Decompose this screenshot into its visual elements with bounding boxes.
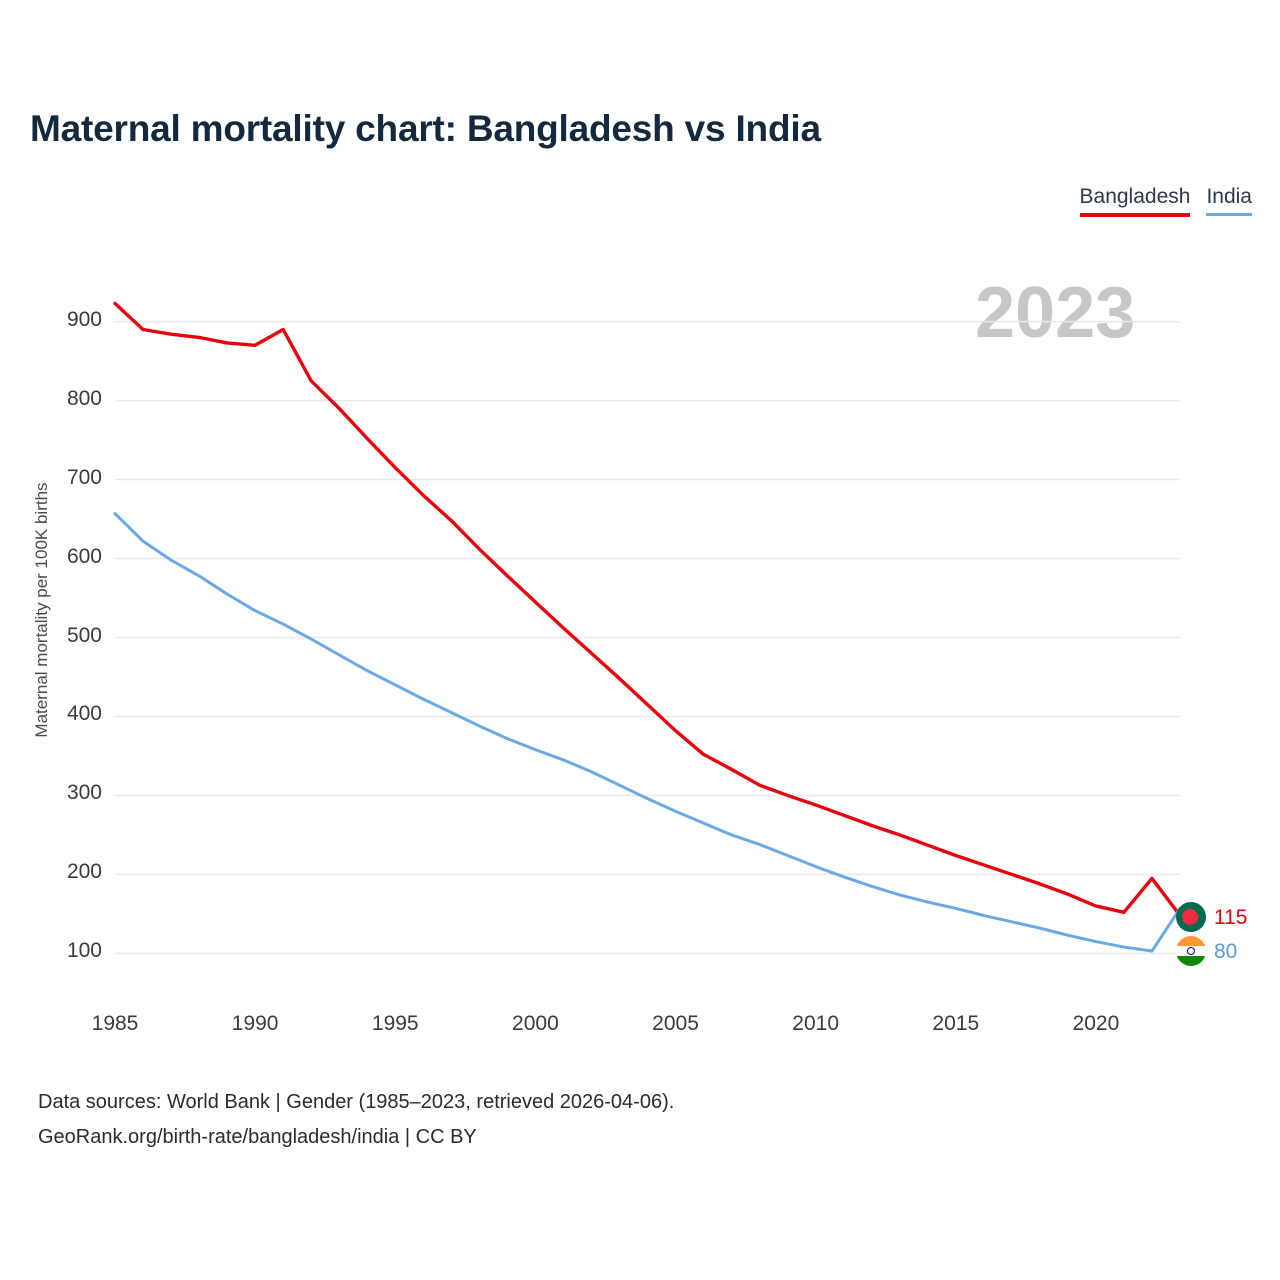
y-tick-label: 800 xyxy=(66,386,102,410)
legend-item-india[interactable]: India xyxy=(1206,185,1252,216)
y-tick-label: 200 xyxy=(66,860,102,884)
footer xyxy=(38,1085,674,1155)
y-tick-label: 400 xyxy=(66,702,102,726)
y-tick-label: 900 xyxy=(66,307,102,331)
page-title: Maternal mortality chart: Bangladesh vs India xyxy=(30,108,821,149)
x-tick-label: 2000 xyxy=(512,1012,559,1035)
footer-line-1: Data sources: World Bank | Gender (1985–2023, retrieved 2026-04-06). xyxy=(38,1091,675,1113)
x-tick-label: 1990 xyxy=(231,1012,279,1035)
line-series-india xyxy=(115,514,1180,952)
y-tick-label: 500 xyxy=(66,623,102,647)
y-tick-label: 100 xyxy=(66,939,102,963)
footer-line-2: GeoRank.org/birth-rate/bangladesh/india | CC BY xyxy=(38,1126,477,1148)
x-tick-label: 1985 xyxy=(91,1012,139,1035)
y-tick-label: 600 xyxy=(66,544,102,568)
y-axis-label: Maternal mortality per 100K births xyxy=(32,482,51,738)
india-flag-icon xyxy=(1176,936,1206,966)
year-watermark: 2023 xyxy=(975,273,1136,353)
y-tick-label: 700 xyxy=(66,465,102,489)
end-value-india: 80 xyxy=(1214,940,1238,963)
end-value-bangladesh: 115 xyxy=(1214,906,1248,929)
bangladesh-flag-icon xyxy=(1176,902,1206,932)
gridlines xyxy=(115,322,1180,954)
x-tick-label: 2020 xyxy=(1072,1012,1120,1035)
legend-item-bangladesh[interactable]: Bangladesh xyxy=(1080,185,1191,217)
y-tick-label: 300 xyxy=(66,781,102,805)
line-series-bangladesh xyxy=(115,303,1180,915)
x-tick-label: 2010 xyxy=(792,1012,840,1035)
x-tick-label: 2015 xyxy=(932,1012,980,1035)
x-tick-label: 2005 xyxy=(652,1012,699,1035)
x-tick-label: 1995 xyxy=(371,1012,419,1035)
